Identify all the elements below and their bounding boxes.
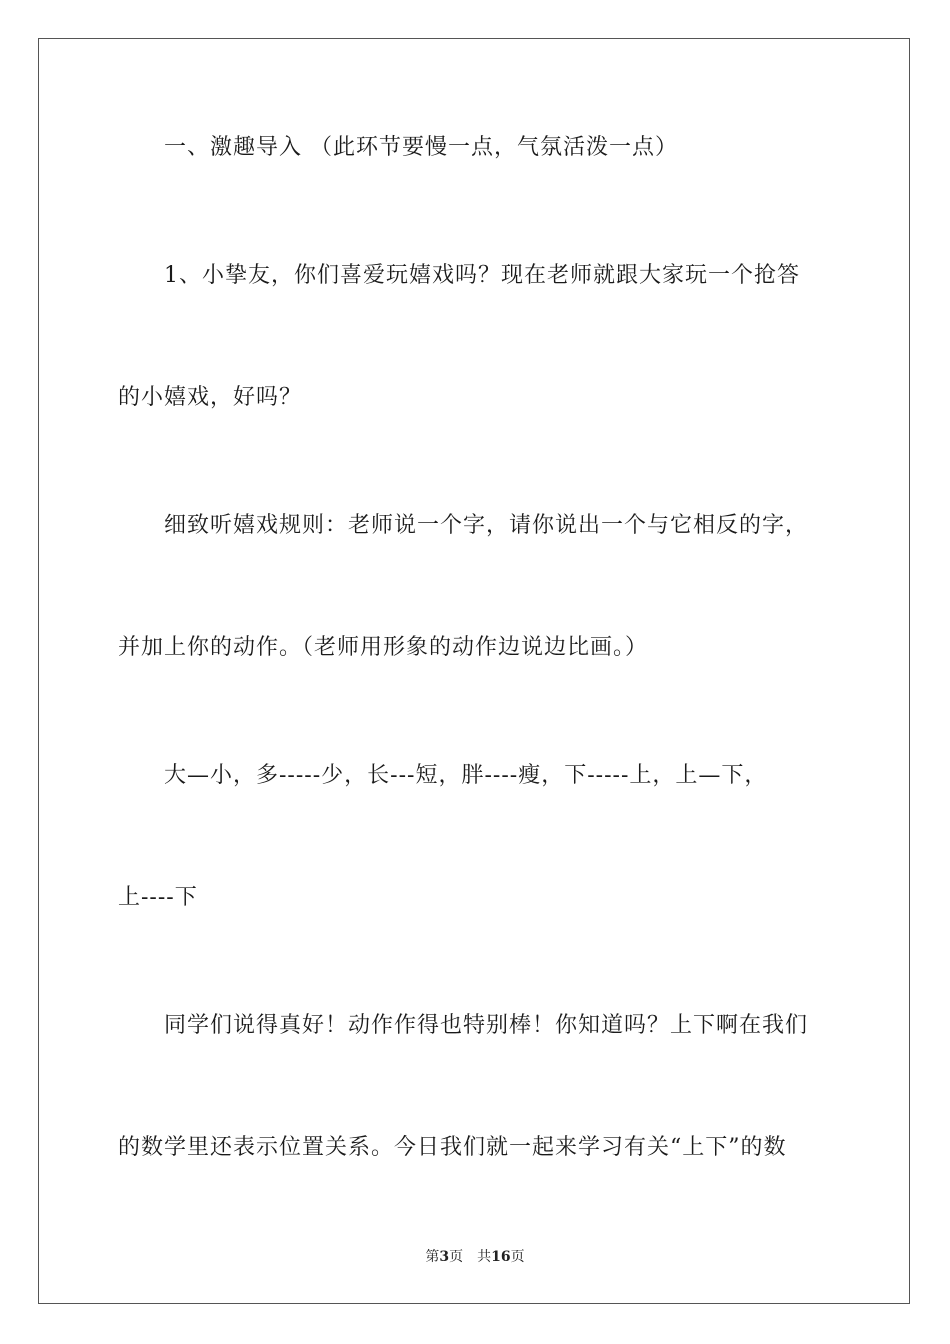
text-line: 细致听嬉戏规则：老师说一个字，请你说出一个与它相反的字， [164,513,809,538]
footer-page-number: 3 [439,1249,450,1265]
footer-total-unit: 页 [510,1249,525,1265]
text-line: 的小嬉戏，好吗？ [118,385,303,410]
text-line: 大—小，多-----少，长---短，胖----瘦，下-----上，上—下， [164,763,768,788]
text-line: 上----下 [118,885,198,910]
footer-total-pages: 16 [491,1249,511,1265]
text-line: 的数学里还表示位置关系。今日我们就一起来学习有关“上下”的数 [118,1135,787,1160]
text-line-heading: 一、激趣导入 （此环节要慢一点，气氛活泼一点） [164,135,678,160]
page-footer [0,1247,950,1267]
footer-page-unit: 页 [449,1249,464,1265]
text-line: 1、小挚友，你们喜爱玩嬉戏吗？现在老师就跟大家玩一个抢答 [164,263,800,288]
text-line: 并加上你的动作。（老师用形象的动作边说边比画。） [118,635,649,660]
page-border [38,38,910,1304]
footer-page-prefix: 第 [425,1249,440,1265]
footer-total-prefix: 共 [477,1249,492,1265]
text-line: 同学们说得真好！动作作得也特别棒！你知道吗？上下啊在我们 [164,1013,809,1038]
